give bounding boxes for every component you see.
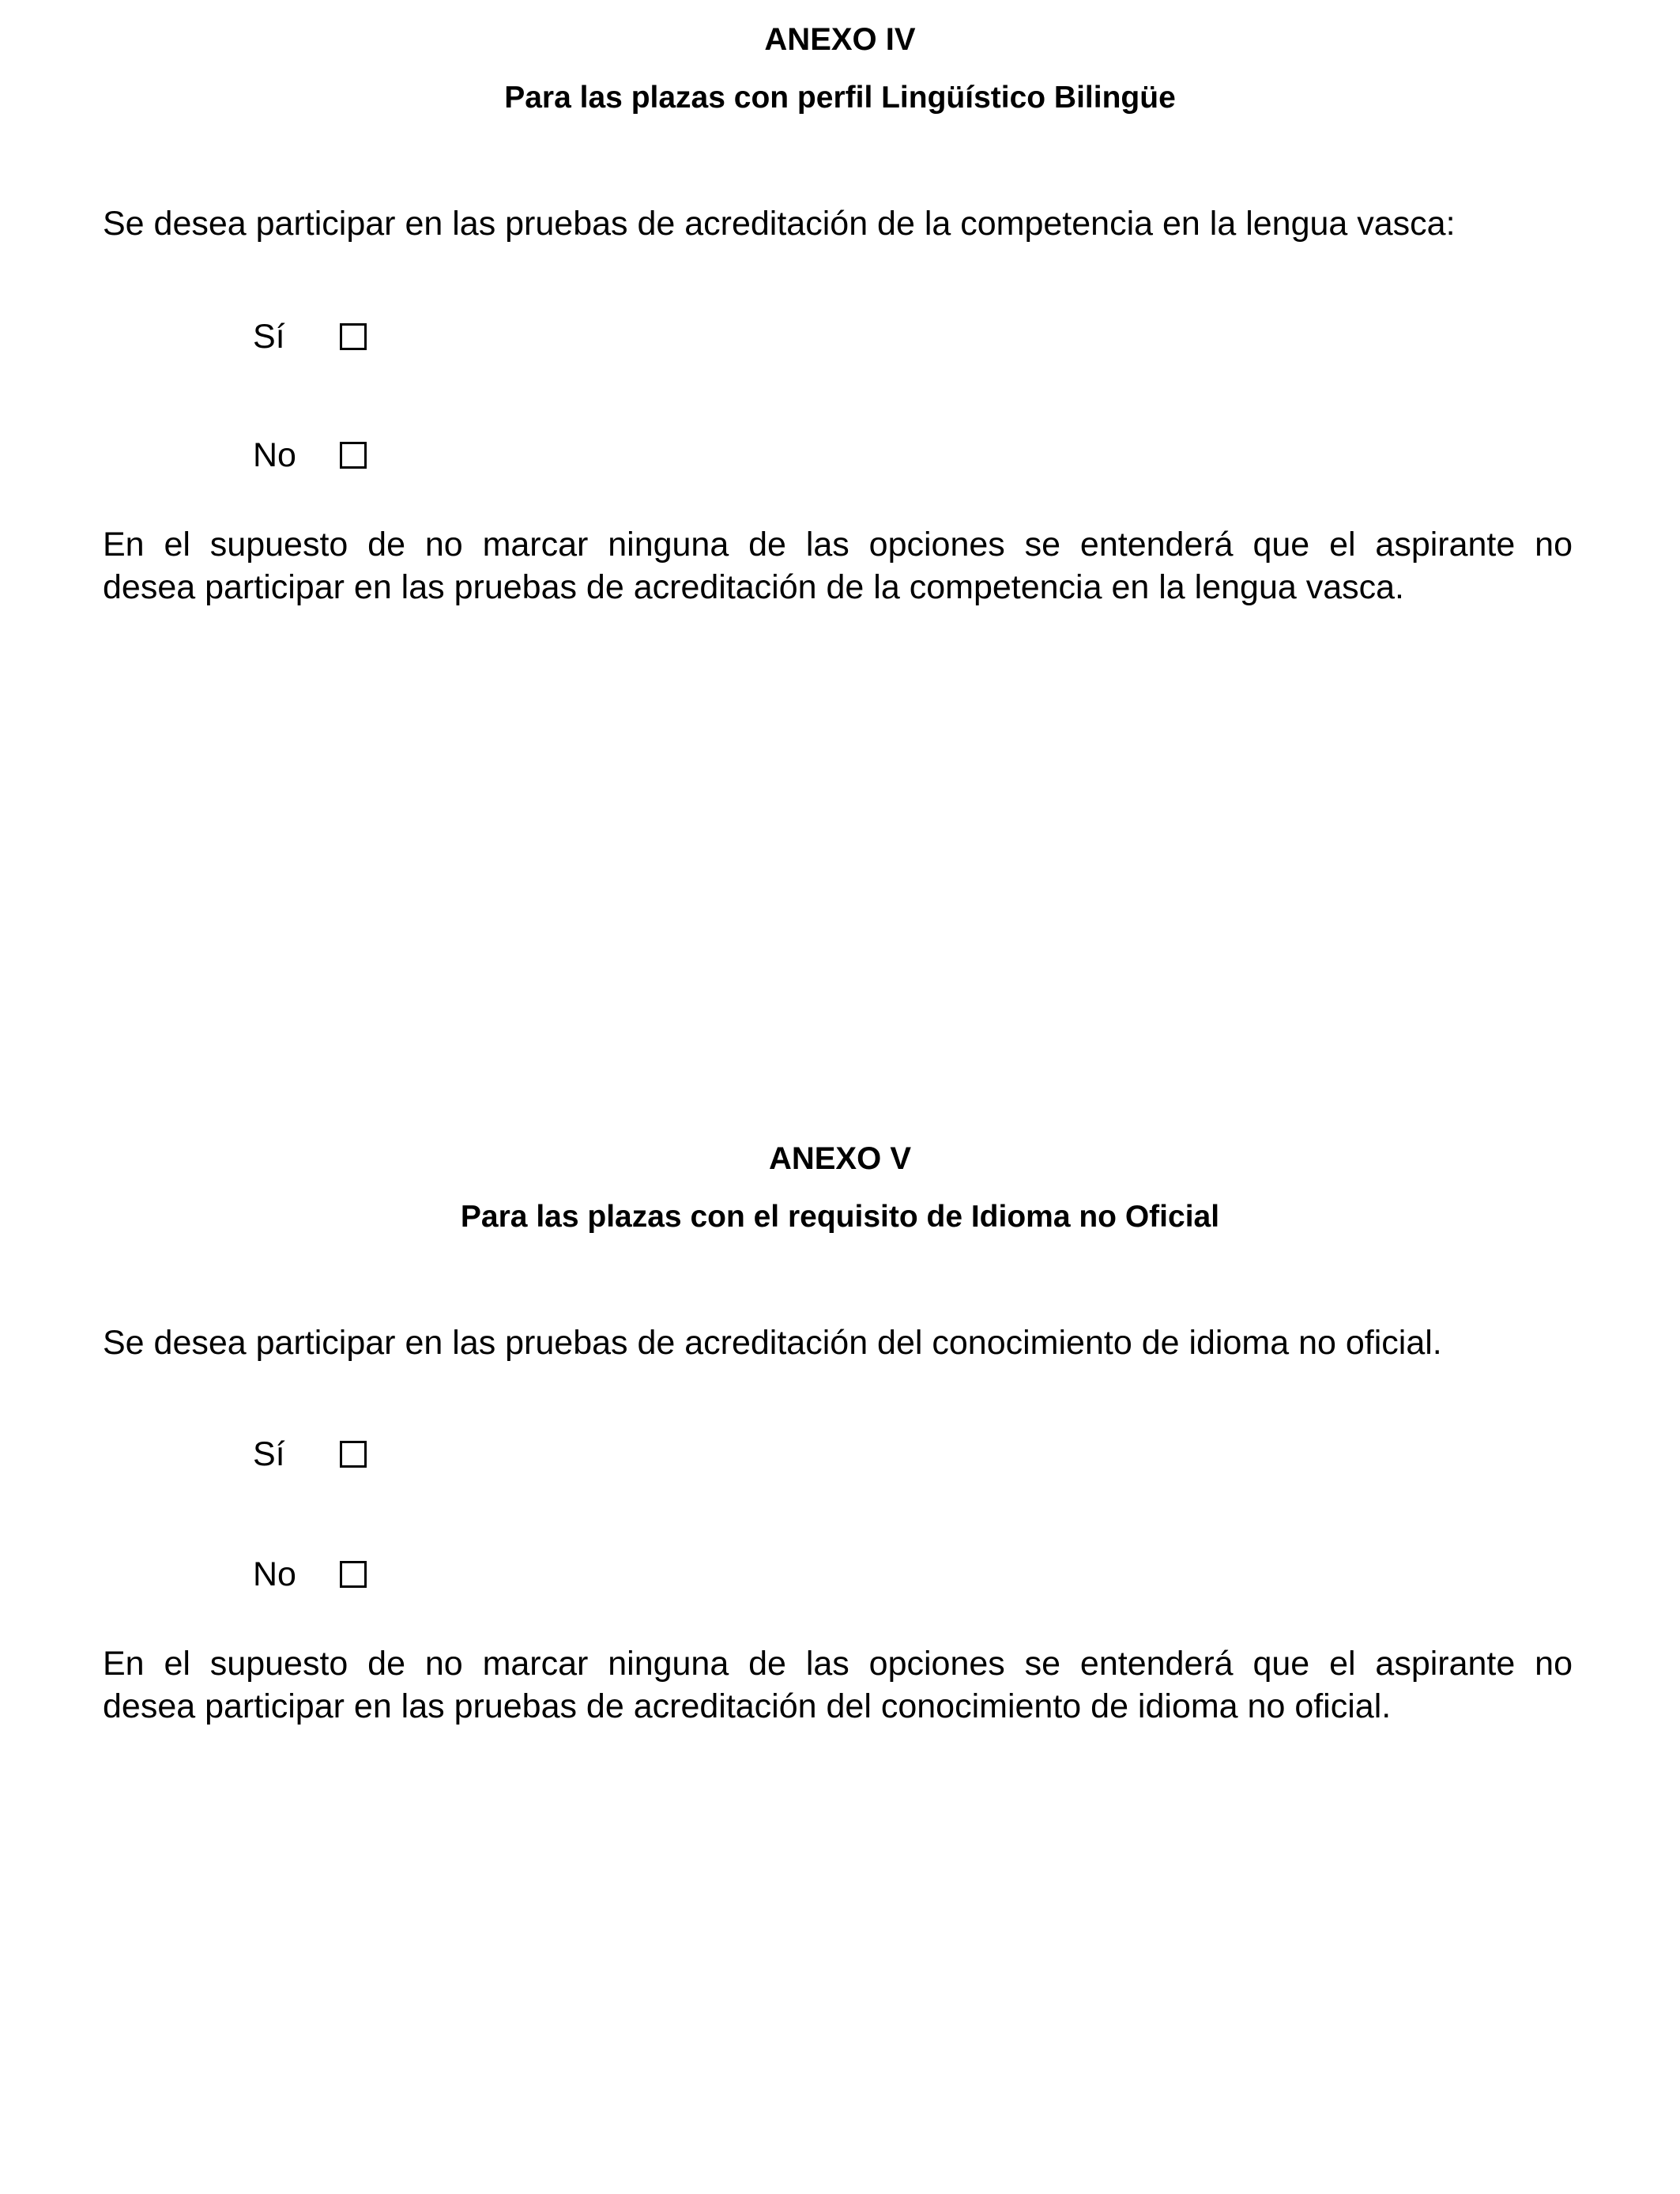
annex-iv-option-no-label: No [253,436,296,474]
annex-v-option-yes-label: Sí [253,1435,285,1473]
annex-iv-question: Se desea participar en las pruebas de acreditación de la competencia en la lengua vasca: [103,205,1456,243]
annex-iv-note-line-1: En el supuesto de no marcar ninguna de las opciones se entenderá que el aspirante no [103,526,1573,564]
annex-iv-subtitle: Para las plazas con perfil Lingüístico Bilingüe [504,81,1176,115]
annex-v-option-no[interactable] [253,1552,367,1596]
annex-v-subtitle: Para las plazas con el requisito de Idioma no Oficial [460,1200,1220,1234]
annex-v-note-line-1: En el supuesto de no marcar ninguna de las opciones se entenderá que el aspirante no [103,1645,1573,1683]
annex-v-option-yes[interactable] [253,1432,367,1476]
annex-v-option-no-label: No [253,1555,296,1593]
annex-v-no-checkbox[interactable] [340,1561,367,1588]
annex-v-yes-checkbox[interactable] [340,1441,367,1468]
annex-iv-note [103,523,1573,609]
annex-iv-option-yes[interactable] [253,315,367,359]
annex-v-title: ANEXO V [768,1141,912,1176]
annex-iv-option-no[interactable] [253,433,367,477]
annex-iv-yes-checkbox[interactable] [340,323,367,350]
annex-iv-option-yes-label: Sí [253,318,285,356]
annex-iv-title: ANEXO IV [764,22,916,57]
annex-v-note [103,1642,1573,1728]
annex-iv-note-line-2: desea participar en las pruebas de acreditación de la competencia en la lengua vasca. [103,568,1404,606]
annex-v-question: Se desea participar en las pruebas de acreditación del conocimiento de idioma no oficial. [103,1324,1442,1362]
annex-iv-no-checkbox[interactable] [340,442,367,469]
annex-v-note-line-2: desea participar en las pruebas de acreditación del conocimiento de idioma no oficial. [103,1687,1392,1725]
